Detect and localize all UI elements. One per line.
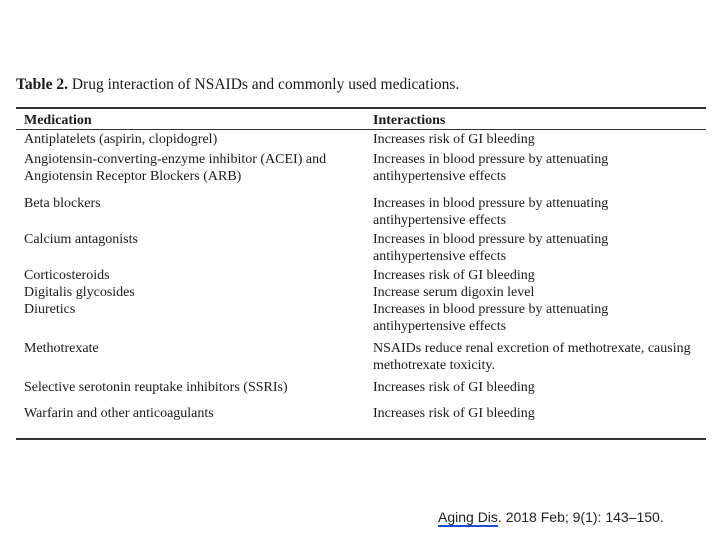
row-ssris-medication: Selective serotonin reuptake inhibitors (SSRIs) <box>24 380 288 395</box>
row-methotrexate-interaction-line1: NSAIDs reduce renal excretion of methotrexate, causing <box>373 341 691 356</box>
row-beta-blockers-interaction-line1: Increases in blood pressure by attenuating <box>373 196 609 211</box>
row-digitalis-medication: Digitalis glycosides <box>24 285 135 300</box>
row-warfarin-medication: Warfarin and other anticoagulants <box>24 406 214 421</box>
table-caption-text: Drug interaction of NSAIDs and commonly used medications. <box>71 76 460 93</box>
row-ssris-interaction: Increases risk of GI bleeding <box>373 380 535 395</box>
table-header-rule <box>16 129 706 130</box>
row-beta-blockers-medication: Beta blockers <box>24 196 101 211</box>
row-corticosteroids-medication: Corticosteroids <box>24 268 110 283</box>
header-medication: Medication <box>24 113 92 128</box>
journal-link[interactable]: Aging Dis <box>438 509 498 525</box>
row-acei-arb-interaction-line1: Increases in blood pressure by attenuating <box>373 152 609 167</box>
row-antiplatelets-medication: Antiplatelets (aspirin, clopidogrel) <box>24 132 218 147</box>
row-acei-arb-medication-line2: Angiotensin Receptor Blockers (ARB) <box>24 169 242 184</box>
row-diuretics-interaction-line1: Increases in blood pressure by attenuating <box>373 302 609 317</box>
table-caption-label: Table 2. <box>16 76 68 93</box>
row-corticosteroids-interaction: Increases risk of GI bleeding <box>373 268 535 283</box>
row-diuretics-medication: Diuretics <box>24 302 76 317</box>
row-methotrexate-interaction-line2: methotrexate toxicity. <box>373 358 495 373</box>
row-antiplatelets-interaction: Increases risk of GI bleeding <box>373 132 535 147</box>
row-acei-arb-interaction-line2: antihypertensive effects <box>373 169 507 184</box>
row-diuretics-interaction-line2: antihypertensive effects <box>373 319 507 334</box>
row-calcium-antagonists-interaction-line2: antihypertensive effects <box>373 249 507 264</box>
row-beta-blockers-interaction-line2: antihypertensive effects <box>373 213 507 228</box>
table-bottom-rule <box>16 438 706 440</box>
table-caption <box>16 76 706 94</box>
citation-details: . 2018 Feb; 9(1): 143–150. <box>497 509 664 525</box>
table-top-rule <box>16 107 706 109</box>
header-interactions: Interactions <box>373 113 446 128</box>
row-methotrexate-medication: Methotrexate <box>24 341 99 356</box>
row-calcium-antagonists-medication: Calcium antagonists <box>24 232 138 247</box>
row-digitalis-interaction: Increase serum digoxin level <box>373 285 535 300</box>
row-calcium-antagonists-interaction-line1: Increases in blood pressure by attenuating <box>373 232 609 247</box>
row-acei-arb-medication-line1: Angiotensin-converting-enzyme inhibitor (ACEI) and <box>24 152 327 167</box>
row-warfarin-interaction: Increases risk of GI bleeding <box>373 406 535 421</box>
citation <box>438 509 664 525</box>
